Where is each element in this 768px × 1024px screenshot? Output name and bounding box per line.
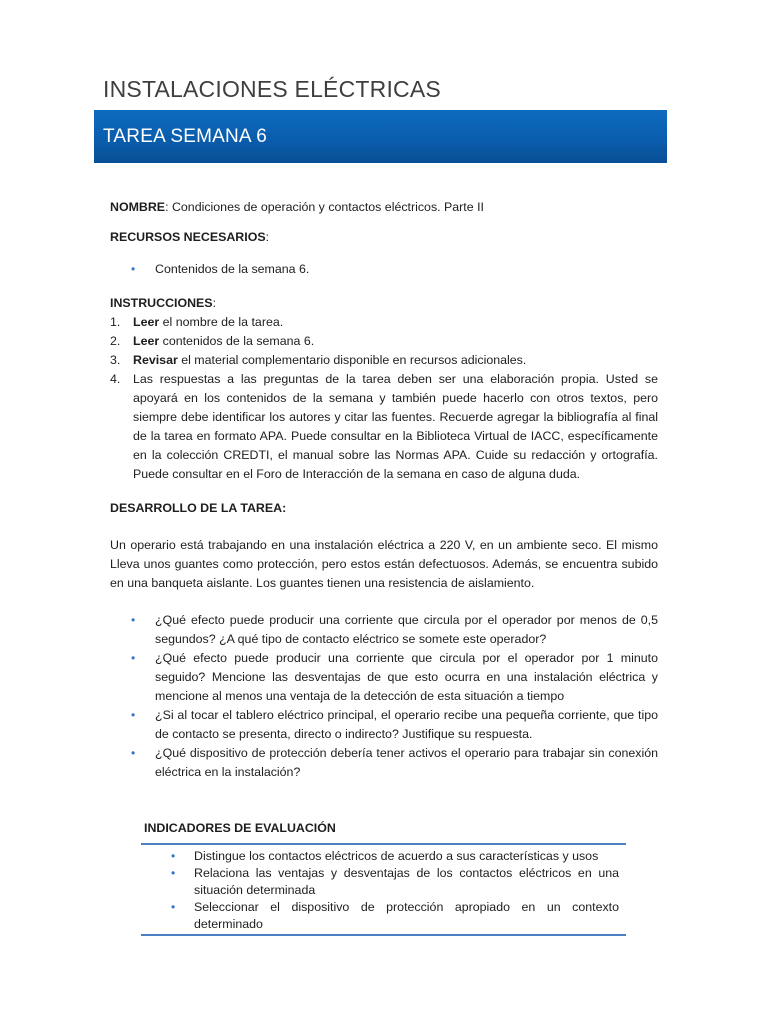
indicadores-heading: INDICADORES DE EVALUACIÓN [144,821,336,835]
bullet-icon: • [131,651,136,665]
list-item [110,313,658,332]
list-item [110,332,658,351]
instrucciones-label: INSTRUCCIONES [110,296,213,310]
bullet-icon: • [131,708,136,722]
title-banner [94,110,667,163]
question-text: ¿Qué efecto puede producir una corriente que circula por el operador por menos de 0,5 segundos? ¿A qué tipo de contacto eléctrico se somete este operador? [155,613,658,646]
recursos-list [110,260,658,279]
list-item [110,649,658,706]
list-item [141,899,619,933]
instrucciones-colon: : [212,296,217,310]
indicador-text: Distingue los contactos eléctricos de acuerdo a sus características y usos [194,849,599,863]
bullet-icon: • [131,746,136,760]
item-number: 1. [110,315,121,329]
instrucciones-heading [110,294,658,313]
nombre-line [110,198,658,217]
item-verb: Revisar [133,353,178,367]
task-content [110,198,658,782]
question-text: ¿Qué dispositivo de protección debería tener activos el operario para trabajar sin conexión eléctrica en la instalación? [155,746,658,779]
item-text: contenidos de la semana 6. [159,334,315,348]
questions-list [110,611,658,782]
bullet-icon: • [131,613,136,627]
recurso-text: Contenidos de la semana 6. [155,262,310,276]
item-number: 4. [110,372,121,386]
recursos-colon: : [265,230,270,244]
list-item [110,370,658,484]
indicadores-list [141,848,619,933]
desarrollo-paragraph: Un operario está trabajando en una instalación eléctrica a 220 V, en un ambiente seco. El mismo Lleva unos guantes como protección, pero estos están defectuosos. Además, se encuentra subido en una banqueta aislante. Los guantes tienen una resistencia de aislamiento. [110,538,658,590]
list-item [110,611,658,649]
list-item [110,744,658,782]
document-title: INSTALACIONES ELÉCTRICAS [103,76,441,102]
indicador-text: Seleccionar el dispositivo de protección apropiado en un contexto determinado [194,900,619,931]
bullet-icon: • [171,900,176,914]
nombre-label: NOMBRE [110,200,166,214]
item-number: 2. [110,334,121,348]
instrucciones-list [110,313,658,484]
list-item [110,260,658,279]
item-verb: Leer [133,334,160,348]
item-text: el nombre de la tarea. [159,315,284,329]
banner-title: TAREA SEMANA 6 [103,125,268,147]
item-number: 3. [110,353,121,367]
recursos-heading [110,228,658,247]
recursos-label: RECURSOS NECESARIOS [110,230,266,244]
item-text: Las respuestas a las preguntas de la tarea deben ser una elaboración propia. Usted se apoyará en los contenidos de la semana y también puede hacerlo con otros textos, pero siempre debe identificar los autores y citar las fuentes. Recuerde agregar la bibliografía al final de la tarea en formato APA. Puede consultar en la Biblioteca Virtual de IACC, específicamente en la colección CREDTI, el manual sobre las Normas APA. Cuide su redacción y ortografía. Puede consultar en el Foro de Interacción de la semana en caso de alguna duda. [133,372,658,481]
list-item [141,865,619,899]
question-text: ¿Qué efecto puede producir una corriente que circula por el operador por 1 minuto seguido? Mencione las desventajas de que esto ocurra en una instalación eléctrica y mencione al menos una ventaja de la detección de esta situación a tiempo [155,651,658,703]
bullet-icon: • [171,849,176,863]
list-item [110,706,658,744]
bullet-icon: • [171,866,176,880]
indicador-text: Relaciona las ventajas y desventajas de los contactos eléctricos en una situación determinada [194,866,619,897]
desarrollo-heading: DESARROLLO DE LA TAREA: [110,501,287,515]
indicadores-section [141,820,626,936]
nombre-text: : Condiciones de operación y contactos eléctricos. Parte II [165,200,484,214]
bullet-icon: • [131,262,136,276]
indicadores-table [141,843,626,936]
item-verb: Leer [133,315,160,329]
list-item [110,351,658,370]
question-text: ¿Si al tocar el tablero eléctrico principal, el operario recibe una pequeña corriente, que tipo de contacto se presenta, directo o indirecto? Justifique su respuesta. [155,708,658,741]
list-item [141,848,619,865]
item-text: el material complementario disponible en recursos adicionales. [177,353,527,367]
